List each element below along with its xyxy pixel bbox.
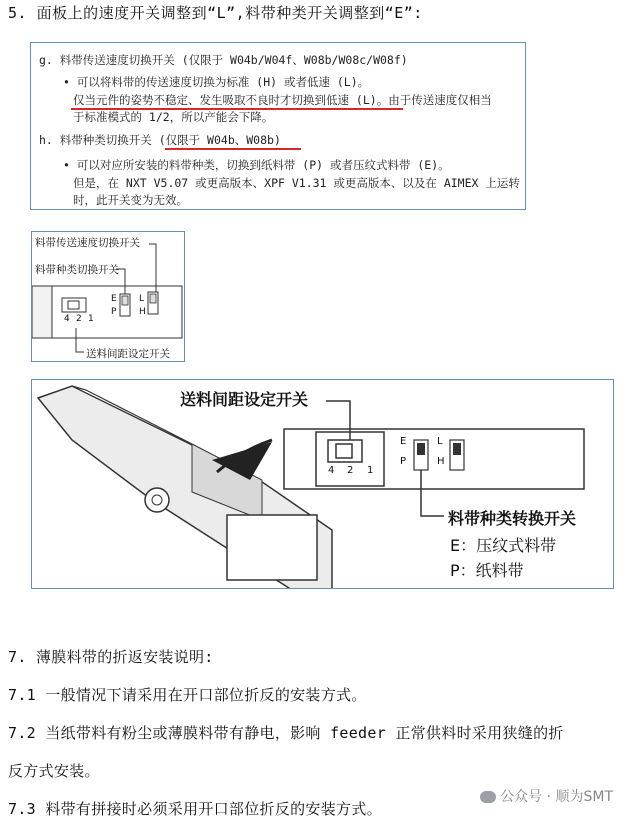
note-h-line1: • 可以对应所安装的料带种类，切换到纸料带 (P) 或者压纹式料带 (E)。	[63, 158, 450, 172]
small-label-speed: 料带传送速度切换开关	[35, 237, 140, 249]
note-h-title	[39, 132, 281, 148]
small-sw-e: E	[111, 294, 117, 304]
small-sw-l: L	[139, 294, 145, 304]
large-pitch-1: 1	[367, 465, 374, 476]
wechat-icon	[480, 791, 496, 803]
large-sw-l: L	[437, 436, 443, 447]
small-sw-p: P	[111, 307, 117, 317]
large-sw-h: H	[437, 456, 445, 467]
small-pitch-4: 4	[64, 314, 70, 324]
note-g-line2	[73, 92, 492, 108]
note-g-line2-rest: 由于传送速度仅相当	[388, 93, 492, 107]
step5-title: 5. 面板上的速度开关调整到“L”,料带种类开关调整到“E”:	[8, 4, 423, 22]
watermark-text: 公众号 · 顺为SMT	[500, 789, 613, 805]
note-g-line3: 于标准模式的 1/2，所以产能会下降。	[73, 110, 274, 124]
large-label-e: E：压纹式料带	[450, 536, 557, 555]
large-pitch-2: 2	[347, 465, 354, 476]
small-diagram-lines	[32, 232, 185, 362]
large-pitch-4: 4	[328, 465, 335, 476]
small-switch-diagram	[31, 231, 185, 362]
small-label-pitch: 送料间距设定开关	[86, 348, 170, 360]
small-pitch-2: 2	[76, 314, 82, 324]
large-feeder-diagram	[31, 379, 614, 589]
note-g-line2-highlight: 仅当元件的姿势不稳定、发生吸取不良时才切换到低速 (L)。	[73, 93, 389, 107]
note-h-title-prefix: h. 料带种类切换开关	[39, 133, 159, 147]
manual-note-box	[30, 42, 526, 210]
large-label-p: P：纸料带	[450, 561, 524, 580]
note-h-title-highlight: (仅限于 W04b、W08b)	[158, 133, 281, 147]
note-h-line3: 时，此开关变为无效。	[73, 193, 188, 207]
section7-title: 7. 薄膜料带的折返安装说明:	[8, 648, 214, 666]
small-pitch-1: 1	[88, 314, 94, 324]
feeder-illustration	[32, 380, 614, 589]
section7-p73: 7.3 料带有拼接时必须采用开口部位折反的安装方式。	[8, 800, 382, 818]
section7-p71: 7.1 一般情况下请采用在开口部位折反的安装方式。	[8, 686, 367, 704]
note-h-line2: 但是，在 NXT V5.07 或更高版本、XPF V1.31 或更高版本、以及在 AIMEX 上运转	[73, 176, 520, 190]
section7-p72b: 反方式安装。	[8, 762, 100, 780]
small-sw-h: H	[139, 307, 146, 317]
note-g-title: g. 料带传送速度切换开关 (仅限于 W04b/W04f、W08b/W08c/W08f)	[39, 53, 408, 67]
note-g-line1: • 可以将料带的传送速度切换为标准 (H) 或者低速 (L)。	[63, 75, 370, 89]
small-label-type: 料带种类切换开关	[35, 264, 119, 276]
large-label-pitch: 送料间距设定开关	[180, 390, 309, 409]
red-underline-h	[165, 148, 301, 150]
large-label-type: 料带种类转换开关	[448, 509, 577, 528]
section7-p72a: 7.2 当纸带料有粉尘或薄膜料带有静电，影响 feeder 正常供料时采用狭缝的折	[8, 724, 564, 742]
wechat-watermark	[480, 786, 613, 806]
large-sw-e: E	[400, 436, 407, 447]
large-sw-p: P	[400, 456, 407, 467]
